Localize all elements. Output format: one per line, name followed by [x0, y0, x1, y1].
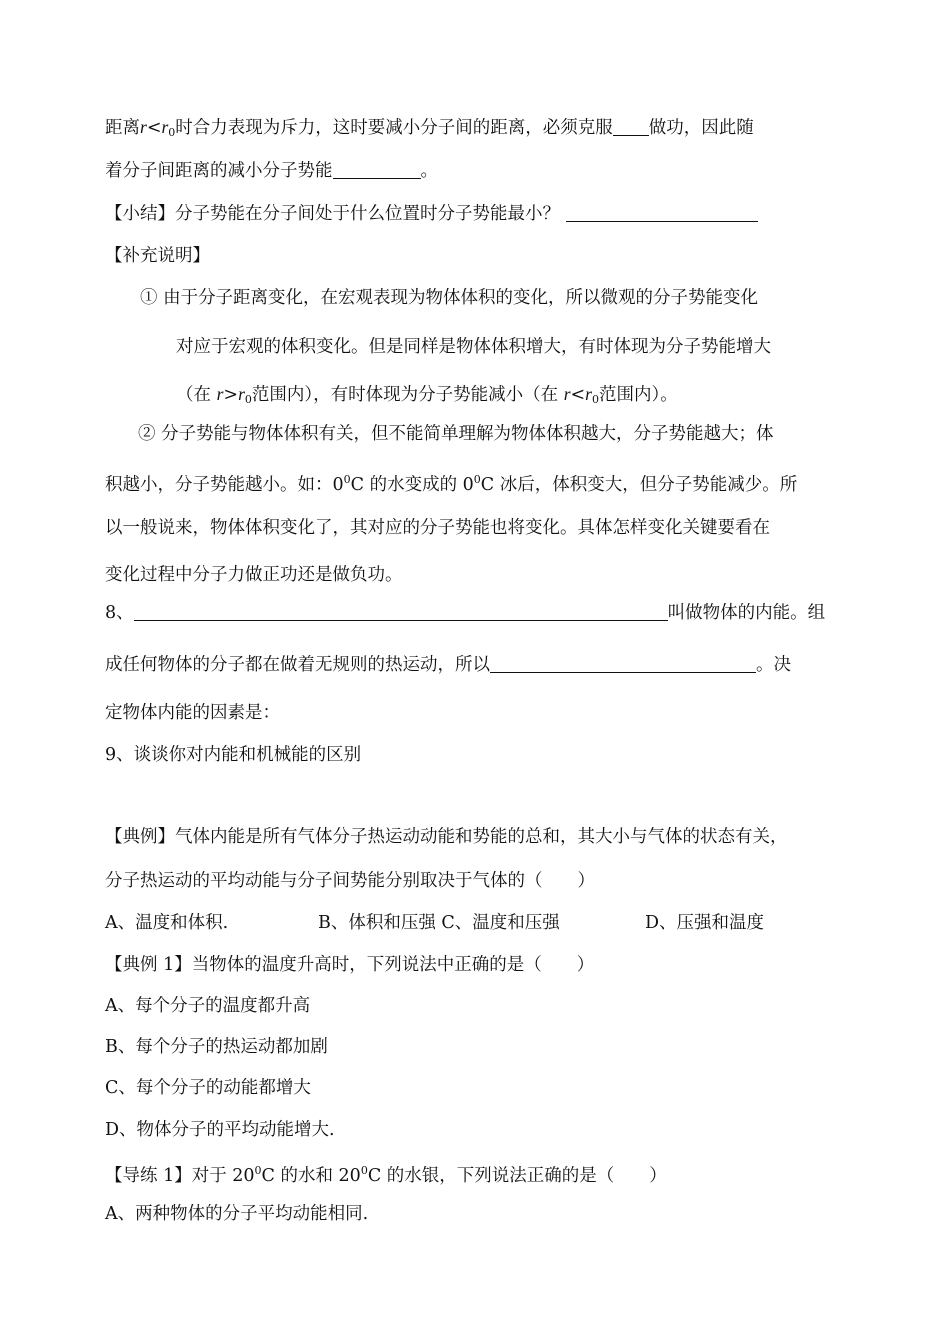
text: 时合力表现为斥力，这时要减小分子间的距离，必须克服	[175, 118, 613, 138]
var-r: r	[216, 384, 224, 404]
text: >	[223, 385, 239, 405]
var-r0: r	[585, 384, 592, 404]
question-9-line: 9、谈谈你对内能和机械能的区别	[105, 745, 362, 765]
summary-line	[105, 203, 758, 225]
option-line: C、每个分子的动能都增大	[105, 1078, 311, 1098]
text: 。	[420, 161, 438, 181]
text: 【小结】分子势能在分子间处于什么位置时分子势能最小？	[105, 204, 560, 224]
degree-superscript: 0	[360, 1164, 368, 1177]
option-d: D、压强和温度	[645, 913, 765, 933]
text: 距离	[105, 118, 140, 138]
options-line	[105, 912, 765, 934]
question-8-line	[105, 602, 825, 624]
paragraph-line	[105, 469, 797, 496]
var-r0: r	[161, 117, 169, 137]
paragraph-line: 变化过程中分子力做正功还是做负功。	[105, 565, 403, 585]
fill-blank[interactable]	[613, 117, 649, 136]
var-r0: r	[238, 384, 245, 404]
text: 着分子间距离的减小分子势能	[105, 161, 333, 181]
text: 叫做物体的内能。组	[667, 603, 826, 623]
text: <	[146, 118, 162, 138]
text: （在	[176, 385, 217, 405]
var-r: r	[140, 117, 147, 137]
option-line: D、物体分子的平均动能增大.	[105, 1120, 335, 1140]
text: C 的水变成的 0	[350, 475, 474, 495]
example-question: 【典例】气体内能是所有气体分子热运动动能和势能的总和，其大小与气体的状态有关，	[105, 827, 788, 847]
option-b-c: B、体积和压强 C、温度和压强	[318, 913, 560, 933]
text: 8、	[105, 603, 134, 623]
degree-superscript: 0	[343, 473, 351, 486]
paragraph-line: 对应于宏观的体积变化。但是同样是物体体积增大，有时体现为分子势能增大	[176, 337, 771, 357]
text: 范围内），有时体现为分子势能减小（在	[251, 385, 564, 405]
option-line: A、每个分子的温度都升高	[105, 996, 311, 1016]
paragraph-line	[176, 383, 678, 411]
subscript: 0	[168, 126, 176, 139]
text: 。决	[756, 655, 791, 675]
exercise-question	[105, 1160, 667, 1187]
section-heading: 【补充说明】	[105, 246, 210, 266]
paragraph-line: ② 分子势能与物体体积有关，但不能简单理解为物体体积越大，分子势能越大；体	[138, 424, 774, 444]
text: 做功，因此随	[648, 118, 754, 138]
paragraph-line	[105, 116, 754, 144]
paragraph-line: 以一般说来，物体体积变化了，其对应的分子势能也将变化。具体怎样变化关键要看在	[105, 518, 770, 538]
subscript: 0	[244, 393, 252, 406]
text: <	[570, 385, 586, 405]
paragraph-line	[105, 654, 791, 676]
text: 【导练 1】对于 20	[105, 1166, 255, 1186]
var-r: r	[563, 384, 571, 404]
fill-blank[interactable]	[134, 602, 668, 621]
paragraph-line: ① 由于分子距离变化，在宏观表现为物体体积的变化，所以微观的分子势能变化	[140, 288, 759, 308]
paragraph-line	[105, 160, 438, 182]
fill-blank[interactable]	[490, 654, 756, 673]
example-question: 【典例 1】当物体的温度升高时，下列说法中正确的是（ ）	[105, 955, 595, 975]
degree-superscript: 0	[473, 473, 481, 486]
text: C 冰后，体积变大，但分子势能减少。所	[480, 475, 798, 495]
text: 积越小，分子势能越小。如：0	[105, 475, 344, 495]
text: C 的水和 20	[261, 1166, 361, 1186]
paragraph-line: 定物体内能的因素是：	[105, 703, 280, 723]
text: 范围内）。	[598, 385, 678, 405]
text: 成任何物体的分子都在做着无规则的热运动，所以	[105, 655, 490, 675]
text: C 的水银，下列说法正确的是（ ）	[367, 1166, 667, 1186]
fill-blank[interactable]	[566, 203, 758, 222]
option-line: B、每个分子的热运动都加剧	[105, 1037, 328, 1057]
example-question: 分子热运动的平均动能与分子间势能分别取决于气体的（ ）	[105, 871, 595, 891]
degree-superscript: 0	[254, 1164, 262, 1177]
fill-blank[interactable]	[333, 160, 421, 179]
option-line: A、两种物体的分子平均动能相同.	[105, 1204, 369, 1224]
option-a: A、温度和体积.	[105, 913, 229, 933]
subscript: 0	[591, 393, 599, 406]
